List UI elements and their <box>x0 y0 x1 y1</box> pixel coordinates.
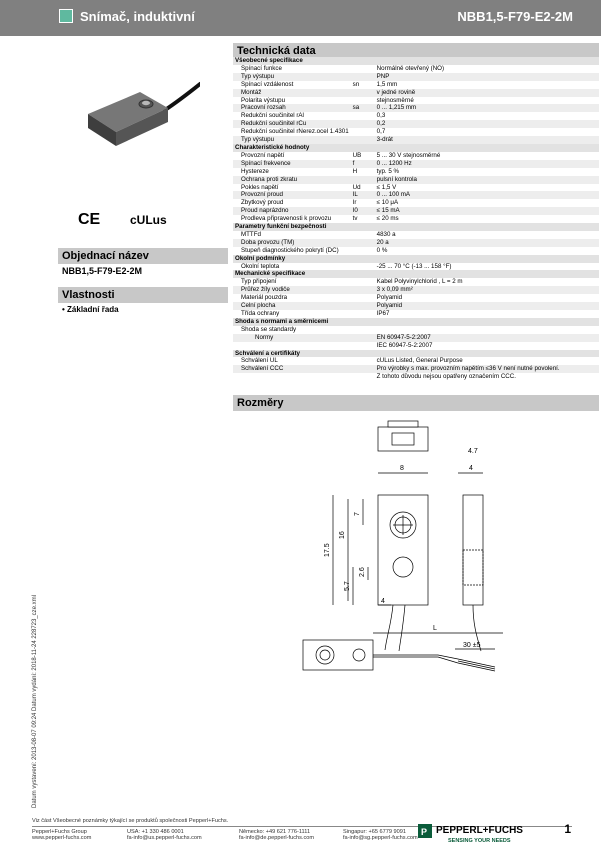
spec-row <box>233 128 599 136</box>
spec-label: Normy <box>233 334 351 342</box>
spec-label: Spínací frekvence <box>233 160 351 168</box>
spec-label: Provozní proud <box>233 191 351 199</box>
header-square-icon <box>59 9 73 23</box>
spec-value: EN 60947-5-2:2007 <box>375 334 599 342</box>
spec-value: PNP <box>375 73 599 81</box>
certification-marks <box>78 205 198 231</box>
dim-depth: 4.7 <box>468 448 478 455</box>
spec-symbol <box>351 286 375 294</box>
dim-depth-2: 4 <box>469 465 473 472</box>
spec-value: ≤ 20 ms <box>376 215 399 223</box>
features-heading: Vlastnosti <box>58 287 228 303</box>
spec-value: 0 ... 1200 Hz <box>375 160 599 168</box>
spec-row <box>233 334 599 342</box>
footer-usa-phone: USA: +1 330 486 0001 <box>127 829 184 835</box>
spec-row <box>233 120 599 128</box>
dim-width: 8 <box>400 465 404 472</box>
svg-text:P: P <box>421 827 428 837</box>
spec-value: 4830 a <box>376 230 396 238</box>
spec-symbol <box>351 65 375 73</box>
spec-row <box>233 191 599 199</box>
spec-label: Materiál pouzdra <box>241 294 288 302</box>
spec-symbol <box>351 365 375 373</box>
spec-symbol <box>351 128 375 136</box>
spec-label: Průřez žíly vodiče <box>233 286 351 294</box>
spec-symbol <box>351 302 375 310</box>
spec-symbol <box>351 310 375 318</box>
spec-row <box>233 294 599 302</box>
model-code: NBB1,5-F79-E2-2M <box>457 9 573 24</box>
spec-group-title: Shoda s normami a směrnicemi <box>233 318 599 326</box>
spec-symbol <box>351 263 375 271</box>
spec-row <box>233 207 599 215</box>
spec-value: ≤ 10 μA <box>376 199 399 207</box>
spec-label: Shoda se standardy <box>241 325 297 333</box>
spec-value: Pro výrobky s max. provozním napětím ≤36 V není nutné povolení. <box>375 365 599 373</box>
spec-row <box>233 152 599 160</box>
spec-value: v jedné rovině <box>375 89 599 97</box>
logo-text: PEPPERL+FUCHS <box>436 825 523 836</box>
spec-label: Polarita výstupu <box>241 96 286 104</box>
dim-hole-b: 2.6 <box>359 567 366 577</box>
footer-de-phone: Německo: +49 621 776-1111 <box>239 829 311 835</box>
spec-symbol <box>351 97 375 105</box>
spec-group-title: Parametry funkční bezpečnosti <box>233 223 599 231</box>
spec-value: pulsní kontrola <box>375 176 599 184</box>
spec-symbol <box>351 73 375 81</box>
spec-label: Spínací vzdálenost <box>241 80 294 88</box>
dimensions-heading: Rozměry <box>233 395 599 411</box>
spec-value: 0 ... 100 mA <box>375 191 599 199</box>
product-image <box>70 52 200 162</box>
spec-label: Hystereze <box>241 167 269 175</box>
spec-symbol <box>351 326 375 334</box>
spec-symbol: H <box>352 167 358 175</box>
release-info: Datum vystavení: 2013-08-07 09:24 Datum vydání: 2018-11-24 228723_cze.xml <box>32 594 38 808</box>
spec-symbol: Ud <box>352 183 361 191</box>
dim-height-2: 16 <box>339 531 346 539</box>
spec-row <box>233 57 599 65</box>
spec-label: Typ výstupu <box>233 136 351 144</box>
spec-label: Zbytkový proud <box>241 199 284 207</box>
spec-row <box>233 176 599 184</box>
spec-row <box>233 81 599 89</box>
spec-label: Ochrana proti zkratu <box>233 176 351 184</box>
spec-row <box>233 73 599 81</box>
spec-row <box>233 168 599 176</box>
header-bar <box>0 0 601 36</box>
spec-row <box>233 365 599 373</box>
spec-value: 20 a <box>375 239 599 247</box>
spec-label: Pracovní rozsah <box>233 104 351 112</box>
spec-symbol <box>351 334 375 342</box>
spec-value: 3 x 0,09 mm² <box>375 286 599 294</box>
spec-label: Proud naprázdno <box>233 207 351 215</box>
spec-row <box>233 239 599 247</box>
spec-symbol <box>351 112 375 120</box>
spec-label: Redukční součinitel rAl <box>241 112 304 120</box>
spec-row <box>233 89 599 97</box>
spec-symbol <box>351 136 375 144</box>
spec-symbol <box>351 278 375 286</box>
spec-row <box>233 184 599 192</box>
spec-label: Třída ochrany <box>241 310 280 317</box>
spec-label: MTTFd <box>241 230 261 238</box>
spec-value: 3-drát <box>375 136 599 144</box>
spec-value: Polyamid <box>375 302 599 310</box>
spec-row <box>233 65 599 73</box>
spec-symbol <box>351 357 375 365</box>
dimension-drawing <box>233 415 599 725</box>
spec-value: typ. 5 % <box>376 167 400 175</box>
spec-symbol <box>351 247 375 255</box>
spec-row <box>233 302 599 310</box>
spec-value: cULus Listed, General Purpose <box>376 357 463 365</box>
spec-row <box>233 318 599 326</box>
spec-value: 0,7 <box>376 128 386 136</box>
spec-row <box>233 373 599 381</box>
dim-hole-a: 5.7 <box>344 581 351 591</box>
dim-cable-offset: 4 <box>381 598 385 605</box>
spec-row <box>233 255 599 263</box>
spec-symbol: sn <box>352 80 360 88</box>
spec-value <box>375 326 599 334</box>
tech-heading: Technická data <box>233 43 599 59</box>
spec-value: 1,5 mm <box>376 80 398 88</box>
spec-row <box>233 357 599 365</box>
spec-label: Pokles napětí <box>241 183 279 191</box>
spec-value: 5 ... 30 V stejnosměrné <box>376 151 441 159</box>
spec-row <box>233 97 599 105</box>
spec-row <box>233 104 599 112</box>
spec-row <box>233 278 599 286</box>
spec-symbol <box>351 120 375 128</box>
spec-row <box>233 263 599 271</box>
spec-label <box>233 373 351 381</box>
spec-value: Kabel Polyvinylchlorid , L = 2 m <box>376 278 463 286</box>
spec-symbol: f <box>351 160 375 168</box>
spec-label: Prodleva připravenosti k provozu <box>241 215 332 223</box>
spec-symbol <box>351 89 375 97</box>
spec-symbol: sa <box>351 104 375 112</box>
culus-mark: cULus <box>130 213 167 227</box>
company-logo <box>418 822 538 846</box>
spec-label <box>233 342 351 350</box>
spec-label: Čelní plocha <box>233 302 351 310</box>
footer-web-link[interactable]: www.pepperl-fuchs.com <box>32 835 92 841</box>
dim-cable-end: 30 ±5 <box>463 642 481 649</box>
spec-group-title: Všeobecné specifikace <box>233 57 599 65</box>
spec-symbol <box>351 231 375 239</box>
footer-sg-phone: Singapur: +65 6779 9091 <box>343 829 406 835</box>
footer-sg-email[interactable]: fa-info@sg.pepperl-fuchs.com <box>343 835 418 841</box>
spec-row <box>233 342 599 350</box>
spec-group-title: Charakteristické hodnoty <box>233 144 599 152</box>
spec-label: Montáž <box>233 89 351 97</box>
spec-group-title: Mechanické specifikace <box>233 270 599 278</box>
spec-row <box>233 199 599 207</box>
spec-label: Typ výstupu <box>233 73 351 81</box>
spec-symbol <box>351 373 375 381</box>
ce-mark: CE <box>78 211 101 228</box>
spec-row <box>233 231 599 239</box>
spec-symbol <box>351 342 375 350</box>
spec-symbol: Ir <box>352 199 357 207</box>
spec-value: 0,3 <box>376 112 386 120</box>
spec-value: ≤ 1,5 V <box>376 183 397 191</box>
spec-symbol: tv <box>352 215 358 223</box>
spec-row <box>233 310 599 318</box>
spec-symbol <box>351 176 375 184</box>
footer-note: Viz část Všeobecné poznámky týkající se produktů společnosti Pepperl+Fuchs. <box>32 818 572 827</box>
footer-usa-email[interactable]: fa-info@us.pepperl-fuchs.com <box>127 835 202 841</box>
spec-row <box>233 286 599 294</box>
spec-value: -25 ... 70 °C (-13 ... 158 °F) <box>376 262 452 270</box>
spec-row <box>233 112 599 120</box>
spec-label: Provozní napětí <box>241 151 285 159</box>
spec-value: Polyamid <box>376 294 403 302</box>
spec-label: Schválení UL <box>241 357 278 365</box>
order-heading: Objednací název <box>58 248 228 264</box>
spec-label: Stupeň diagnostického pokrytí (DC) <box>241 246 339 254</box>
spec-value: Normálně otevřený (NO) <box>376 64 445 72</box>
spec-label: Doba provozu (TM) <box>233 239 351 247</box>
spec-group-title: Okolní podmínky <box>233 255 599 263</box>
spec-row <box>233 144 599 152</box>
spec-value: IEC 60947-5-2:2007 <box>376 341 433 349</box>
page-title: Snímač, induktivní <box>80 9 195 24</box>
spec-symbol: I0 <box>351 207 375 215</box>
spec-label: Redukční součinitel rNerez.ocel 1.4301 <box>241 128 349 136</box>
spec-value: stejnosměrné <box>376 96 414 104</box>
spec-value: 0,2 <box>375 120 599 128</box>
spec-value: ≤ 15 mA <box>375 207 599 215</box>
spec-value: 0 % <box>376 246 388 254</box>
spec-label: Redukční součinitel rCu <box>233 120 351 128</box>
feature-item: • Základní řada <box>62 305 119 314</box>
order-code: NBB1,5-F79-E2-2M <box>62 266 143 276</box>
spec-group-title: Schválení a certifikáty <box>233 350 599 358</box>
spec-label: Spínací funkce <box>241 64 282 72</box>
spec-row <box>233 350 599 358</box>
dim-height: 17.5 <box>324 543 331 557</box>
spec-symbol <box>351 239 375 247</box>
spec-symbol <box>351 294 375 302</box>
footer-de-email[interactable]: fa-info@de.pepperl-fuchs.com <box>239 835 315 841</box>
spec-value: 0 ... 1,215 mm <box>375 104 599 112</box>
spec-symbol: IL <box>351 191 375 199</box>
tech-data-table <box>233 57 599 381</box>
spec-label: Okolní teplota <box>241 262 280 270</box>
dim-cable-length: L <box>433 625 437 632</box>
spec-row <box>233 223 599 231</box>
spec-label: Schválení CCC <box>233 365 351 373</box>
spec-row <box>233 136 599 144</box>
spec-value: Z tohoto důvodu nejsou opatřeny označením CCC. <box>376 373 516 381</box>
logo-tagline: SENSING YOUR NEEDS <box>448 838 511 844</box>
spec-value: IP67 <box>376 310 390 317</box>
footer-company: Pepperl+Fuchs Group <box>32 829 87 835</box>
spec-row <box>233 270 599 278</box>
spec-symbol: UB <box>352 151 362 159</box>
spec-row <box>233 326 599 334</box>
spec-row <box>233 215 599 223</box>
spec-label: Typ připojení <box>241 278 277 286</box>
page-number: 1 <box>564 822 571 836</box>
spec-row <box>233 160 599 168</box>
dim-top: 7 <box>354 512 361 516</box>
spec-row <box>233 247 599 255</box>
